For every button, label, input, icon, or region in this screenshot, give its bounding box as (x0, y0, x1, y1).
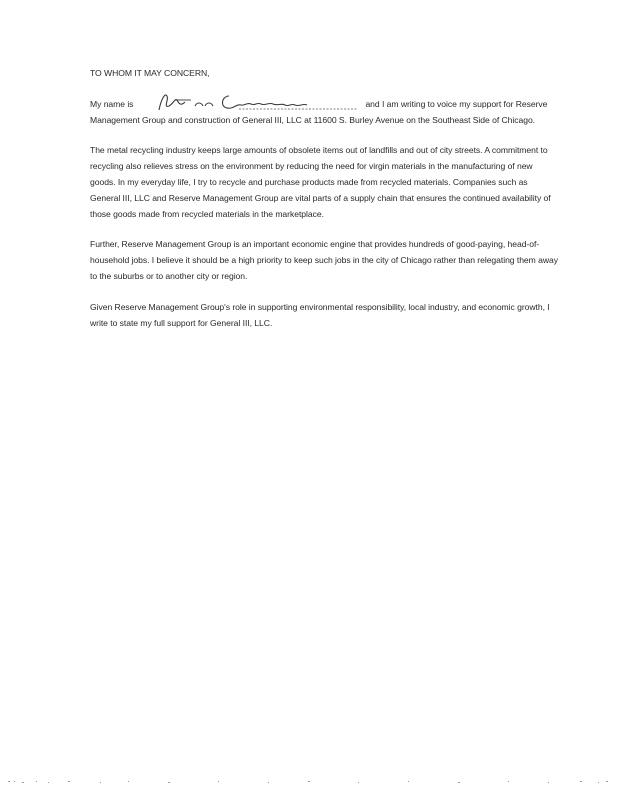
paragraph-conclusion: Given Reserve Management Group's role in supporting environmental responsibility, local industry, and economic growth, I write to state my full support for General III, LLC. (90, 301, 550, 328)
paragraph-jobs: Further, Reserve Management Group is an important economic engine that provides hundreds of good-paying, head-of-household jobs. I believe it should be a high priority to keep such jobs in the city of Chicago rather than relegating them away to the suburbs or to another city or region. (90, 239, 558, 281)
intro-after-signature: and I am writing to voice my support for Reserve Management Group and construction of General III, LLC at 11600 S. Burley Avenue on the Southeast Side of Chicago. (90, 98, 548, 125)
intro-paragraph (90, 97, 560, 129)
letter-body (90, 66, 560, 346)
salutation: TO WHOM IT MAY CONCERN, (90, 68, 210, 78)
scan-noise-footer (8, 778, 610, 786)
intro-before-signature: My name is (90, 98, 134, 109)
handwritten-signature (139, 98, 359, 113)
signature-icon (139, 90, 359, 114)
paragraph-recycling: The metal recycling industry keeps large amounts of obsolete items out of landfills and out of city streets. A commitment to recycling also relieves stress on the environment by reducing the need for virgin materials in the manufacturing of new goods. In my everyday life, I try to recycle and purchase products made from recycled materials. Companies such as General III, LLC and Reserve Management Group are vital parts of a supply chain that ensures the continued availability of those goods made from recycled materials in the marketplace. (90, 145, 551, 219)
